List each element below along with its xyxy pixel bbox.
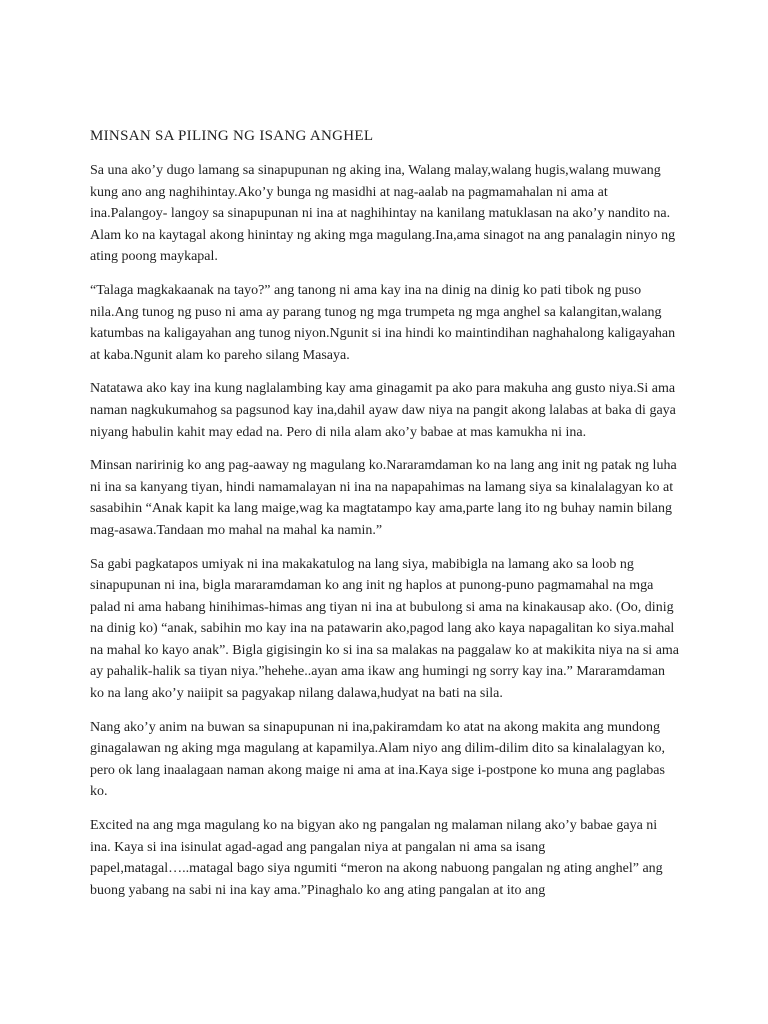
paragraph-5: Sa gabi pagkatapos umiyak ni ina makakatulog na lang siya, mabibigla na lamang ako sa loob ng sinapupunan ni ina, bigla mararamdaman ko ang init ng haplos at punong-puno pagmamahal na mga palad ni ama habang hinihimas-himas ang tiyan ni ina at bubulong si ama na kinakausap ako. (Oo, dinig na dinig ko) “anak, sabihin mo kay ina na patawarin ako,pagod lang ako kaya napagalitan ko siya.mahal na mahal ko kayo anak”. Bigla gigisingin ko si ina sa malakas na paggalaw ko at makikita niya na si ama ay pahalik-halik sa tiyan niya.”hehehe..ayan ama ikaw ang humingi ng sorry kay ina.” Mararamdaman ko na lang ako’y naiipit sa pagyakap nilang dalawa,hudyat na bati na sila.	[90, 556, 680, 702]
paragraph-1: Sa una ako’y dugo lamang sa sinapupunan ng aking ina, Walang malay,walang hugis,walang muwang kung ano ang naghihintay.Ako’y bunga ng masidhi at nag-aalab na pagmamahalan ni ama at ina.Palangoy- langoy sa sinapupunan ni ina at naghihintay na kanilang matuklasan na ako’y nandito na. Alam ko na kaytagal akong hinintay ng aking mga magulang.Ina,ama sinagot na ang panalagin ninyo ng ating poong maykapal.	[90, 163, 676, 265]
paragraph-2: “Talaga magkakaanak na tayo?” ang tanong ni ama kay ina na dinig na dinig ko pati tibok ng puso nila.Ang tunog ng puso ni ama ay parang tunog ng mga trumpeta ng mga anghel sa kalangitan,walang katumbas na kaligayahan ang tunog niyon.Ngunit si ina hindi ko maintindihan naghahalong kaligayahan at kaba.Ngunit alam ko pareho silang Masaya.	[90, 282, 676, 363]
document-body	[90, 127, 680, 913]
paragraph-3: Natatawa ako kay ina kung naglalambing kay ama ginagamit pa ako para makuha ang gusto niya.Si ama naman nagkukumahog sa pagsunod kay ina,dahil ayaw daw niya na pangit akong lalabas at baka di gaya niyang habulin kahit may edad na. Pero di nila alam ako’y babae at mas kamukha ni ina.	[90, 381, 676, 440]
paragraph-6: Nang ako’y anim na buwan sa sinapupunan ni ina,pakiramdam ko atat na akong makita ang mundong ginagalawan ng aking mga magulang at kapamilya.Alam niyo ang dilim-dilim dito sa kinalalagyan ko, pero ok lang inaalagaan naman akong maige ni ama at ina.Kaya sige i-postpone ko muna ang paglabas ko.	[90, 719, 666, 800]
paragraph-4: Minsan naririnig ko ang pag-aaway ng magulang ko.Nararamdaman ko na lang ang init ng patak ng luha ni ina sa kanyang tiyan, hindi namamalayan ni ina na napapahimas na lamang siya sa kinalalagyan ko at sasabihin “Anak kapit ka lang maige,wag ka magtatampo kay ama,parte lang ito ng buhay namin bilang mag-asawa.Tandaan mo mahal na mahal ka namin.”	[90, 458, 677, 538]
document-title: MINSAN SA PILING NG ISANG ANGHEL	[90, 128, 374, 144]
paragraph-7: Excited na ang mga magulang ko na bigyan ako ng pangalan ng malaman nilang ako’y babae gaya ni ina. Kaya si ina isinulat agad-agad ang pangalan niya at pangalan ni ama sa isang papel,matagal…..matagal bago siya ngumiti “meron na akong nabuong pangalan ng ating anghel” ang buong yabang na sabi ni ina kay ama.”Pinaghalo ko ang ating pangalan at ito ang	[90, 818, 663, 898]
